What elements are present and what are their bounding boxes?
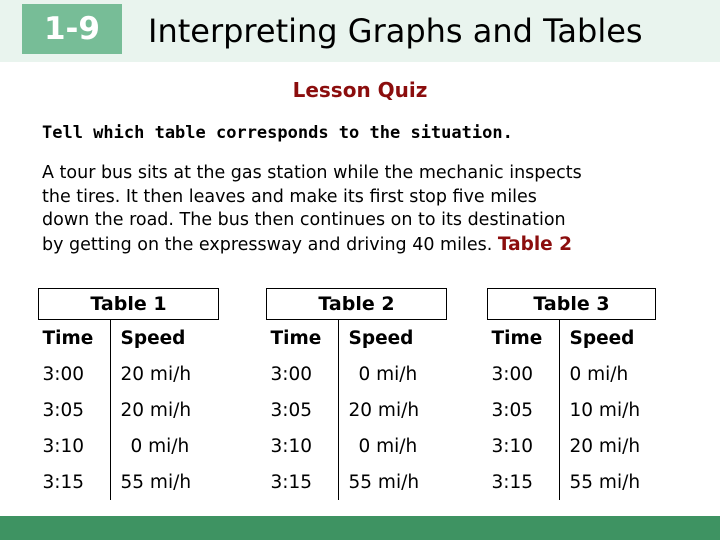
speed-cell: 20 mi/h: [569, 435, 641, 457]
table-caption: Table 2: [267, 289, 447, 320]
table-2: [266, 288, 447, 500]
time-cell: 3:10: [488, 428, 560, 464]
table-header-row: [267, 320, 447, 357]
lesson-quiz-heading: Lesson Quiz: [292, 78, 428, 102]
table-row: [267, 464, 447, 500]
table-3: [487, 288, 656, 500]
problem-text: [42, 162, 702, 257]
table-caption: Table 3: [488, 289, 656, 320]
speed-cell: 20 mi/h: [120, 399, 192, 421]
table-row: [39, 392, 219, 428]
column-header-time: Time: [488, 320, 560, 357]
table-row: [267, 428, 447, 464]
answer-text: Table 2: [497, 233, 573, 255]
time-cell: 3:15: [39, 464, 111, 500]
table-header-row: [39, 320, 219, 357]
time-cell: 3:05: [39, 392, 111, 428]
table-row: [39, 356, 219, 392]
problem-line: A tour bus sits at the gas station while the mechanic inspects: [42, 163, 582, 183]
table-header-row: [488, 320, 656, 357]
table-row: [267, 392, 447, 428]
column-header-speed: Speed: [120, 327, 186, 349]
lesson-number: 1-9: [43, 11, 100, 47]
problem-line: the tires. It then leaves and make its first stop five miles: [42, 186, 537, 207]
speed-cell: 0 mi/h: [358, 435, 418, 457]
time-cell: 3:10: [267, 428, 339, 464]
header-band: [0, 0, 720, 62]
speed-cell: 20 mi/h: [348, 399, 420, 421]
speed-cell: 20 mi/h: [120, 363, 192, 385]
time-cell: 3:15: [488, 464, 560, 500]
time-cell: 3:15: [267, 464, 339, 500]
time-cell: 3:00: [488, 356, 560, 392]
column-header-speed: Speed: [569, 327, 635, 349]
speed-cell: 0 mi/h: [569, 363, 629, 385]
footer-band: [0, 516, 720, 540]
lesson-badge: [22, 4, 122, 54]
table-1: [38, 288, 219, 500]
time-cell: 3:10: [39, 428, 111, 464]
speed-cell: 55 mi/h: [120, 471, 192, 493]
time-cell: 3:05: [267, 392, 339, 428]
time-cell: 3:00: [267, 356, 339, 392]
column-header-time: Time: [267, 320, 339, 357]
time-cell: 3:00: [39, 356, 111, 392]
speed-cell: 0 mi/h: [358, 363, 418, 385]
column-header-time: Time: [39, 320, 111, 357]
speed-cell: 55 mi/h: [348, 471, 420, 493]
table-row: [39, 464, 219, 500]
table-row: [488, 392, 656, 428]
table-caption: Table 1: [39, 289, 219, 320]
speed-cell: 10 mi/h: [569, 399, 641, 421]
problem-line-last: [42, 233, 702, 258]
table-row: [39, 428, 219, 464]
problem-line: down the road. The bus then continues on to its destination: [42, 210, 566, 230]
page-title: Interpreting Graphs and Tables: [148, 12, 643, 50]
table-row: [267, 356, 447, 392]
table-row: [488, 356, 656, 392]
speed-cell: 55 mi/h: [569, 471, 641, 493]
problem-line: by getting on the expressway and driving 40 miles.: [42, 234, 493, 255]
time-cell: 3:05: [488, 392, 560, 428]
speed-cell: 0 mi/h: [130, 435, 190, 457]
table-row: [488, 428, 656, 464]
instruction-text: Tell which table corresponds to the situation.: [42, 123, 513, 143]
column-header-speed: Speed: [348, 327, 414, 349]
table-row: [488, 464, 656, 500]
